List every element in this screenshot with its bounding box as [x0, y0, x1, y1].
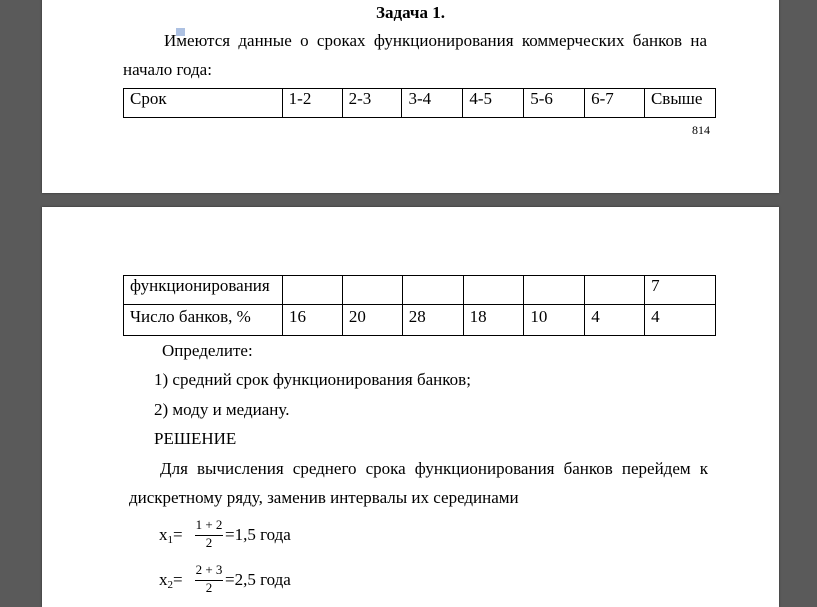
task-heading: Задача 1. [376, 3, 445, 22]
table-cell: 16 [282, 305, 342, 336]
formula-variable: x [159, 570, 168, 589]
table-cell: 7 [645, 276, 716, 305]
formula-subscript: 2 [167, 579, 173, 591]
table-cell: Срок [124, 89, 283, 118]
term-table-top [123, 88, 716, 118]
fraction [195, 518, 223, 552]
table-cell: 1-2 [282, 89, 342, 118]
table-cell [282, 276, 342, 305]
fraction-numerator: 2 + 3 [195, 562, 223, 577]
fraction-numerator: 1 + 2 [195, 517, 223, 532]
table-cell: 3-4 [402, 89, 463, 118]
formula-result: =1,5 года [225, 525, 291, 544]
fraction-denominator: 2 [205, 580, 213, 595]
solution-heading: РЕШЕНИЕ [154, 429, 237, 448]
document-page-2 [42, 207, 779, 607]
formula-subscript: 1 [167, 534, 173, 546]
task-item-2: 2) моду и медиану. [154, 400, 290, 419]
fraction-denominator: 2 [205, 535, 213, 550]
table-cell [585, 276, 645, 305]
page-number: 814 [692, 123, 710, 137]
table-cell: 18 [463, 305, 524, 336]
table-cell: 6-7 [585, 89, 645, 118]
formula-variable: x [159, 525, 168, 544]
fraction [195, 563, 223, 597]
table-row [124, 89, 716, 118]
table-cell [463, 276, 524, 305]
table-cell [342, 276, 402, 305]
formula-x1: $x_1=$ 1 + 2 2 =1,5 года [159, 517, 291, 550]
task-item-1: 1) средний срок функционирования банков; [154, 370, 471, 389]
table-row [124, 305, 716, 336]
formula-x2: $x_2=$ 2 + 3 2 =2,5 года [159, 562, 291, 595]
table-cell: 2-3 [342, 89, 402, 118]
table-cell: 28 [402, 305, 463, 336]
table-cell [524, 276, 585, 305]
term-table-bottom [123, 275, 716, 336]
table-cell: 10 [524, 305, 585, 336]
table-cell [402, 276, 463, 305]
table-cell: Число банков, % [124, 305, 283, 336]
table-cell: Свыше [644, 89, 715, 118]
intro-line-2: начало года: [123, 60, 212, 79]
determine-label: Определите: [162, 341, 253, 360]
table-cell: 4 [585, 305, 645, 336]
table-cell: функционирования [124, 276, 283, 305]
table-row [124, 276, 716, 305]
solution-paragraph-line-2: дискретному ряду, заменив интервалы их серединами [129, 488, 519, 507]
formula-result: =2,5 года [225, 570, 291, 589]
document-page-1 [42, 0, 779, 193]
table-cell: 4-5 [463, 89, 524, 118]
intro-line-1: Имеются данные о сроках функционирования коммерческих банков на [164, 31, 707, 50]
table-cell: 20 [342, 305, 402, 336]
table-cell: 4 [645, 305, 716, 336]
solution-paragraph-line-1: Для вычисления среднего срока функционирования банков перейдем к [160, 459, 708, 478]
table-cell: 5-6 [524, 89, 585, 118]
